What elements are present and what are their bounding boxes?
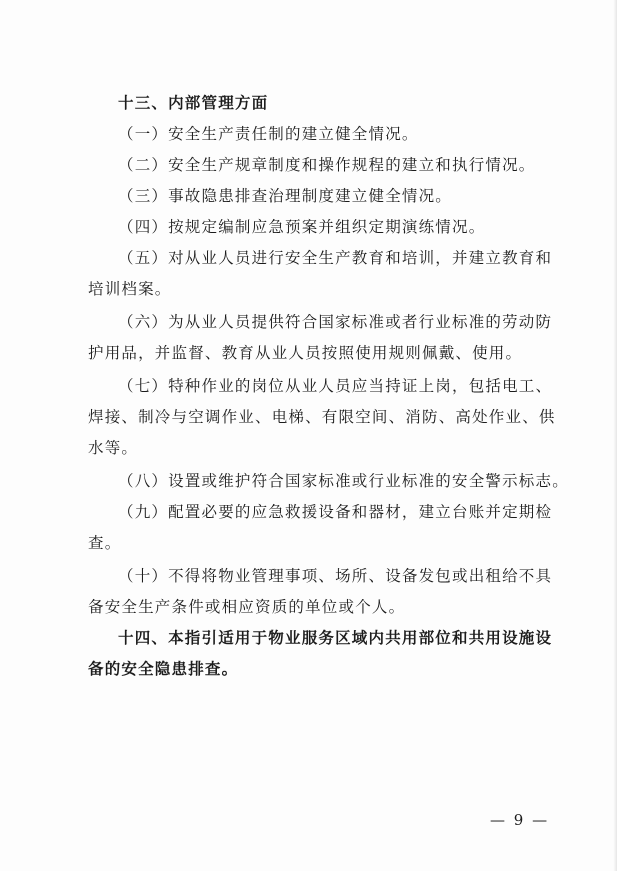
page-edge-shadow bbox=[613, 0, 617, 871]
section-heading-14-line-2: 备的安全隐患排查。 bbox=[88, 660, 239, 678]
item-1-line-1: （一）安全生产责任制的建立健全情况。 bbox=[118, 125, 419, 143]
item-10-line-2: 备安全生产条件或相应资质的单位或个人。 bbox=[88, 598, 406, 616]
page-number: — 9 — bbox=[490, 811, 550, 829]
item-2-line-1: （二）安全生产规章制度和操作规程的建立和执行情况。 bbox=[118, 156, 536, 174]
item-10-line-1: （十）不得将物业管理事项、场所、设备发包或出租给不具 bbox=[118, 567, 553, 585]
section-heading-14-line-1: 十四、本指引适用于物业服务区域内共用部位和共用设施设 bbox=[118, 629, 553, 647]
item-7-line-2: 焊接、制冷与空调作业、电梯、有限空间、消防、高处作业、供 bbox=[88, 408, 556, 426]
item-7-line-3: 水等。 bbox=[88, 439, 139, 457]
item-3-line-1: （三）事故隐患排查治理制度建立健全情况。 bbox=[118, 187, 453, 205]
item-5-line-1: （五）对从业人员进行安全生产教育和培训，并建立教育和 bbox=[118, 249, 553, 267]
item-5-line-2: 培训档案。 bbox=[88, 280, 172, 298]
item-6-line-1: （六）为从业人员提供符合国家标准或者行业标准的劳动防 bbox=[118, 313, 553, 331]
item-9-line-1: （九）配置必要的应急救援设备和器材，建立台账并定期检 bbox=[118, 503, 553, 521]
section-heading-13: 十三、内部管理方面 bbox=[118, 94, 269, 112]
item-7-line-1: （七）特种作业的岗位从业人员应当持证上岗，包括电工、 bbox=[118, 377, 553, 395]
item-4-line-1: （四）按规定编制应急预案并组织定期演练情况。 bbox=[118, 218, 486, 236]
item-9-line-2: 查。 bbox=[88, 534, 122, 552]
item-6-line-2: 护用品，并监督、教育从业人员按照使用规则佩戴、使用。 bbox=[88, 344, 523, 362]
item-8-line-1: （八）设置或维护符合国家标准或行业标准的安全警示标志。 bbox=[118, 472, 569, 490]
